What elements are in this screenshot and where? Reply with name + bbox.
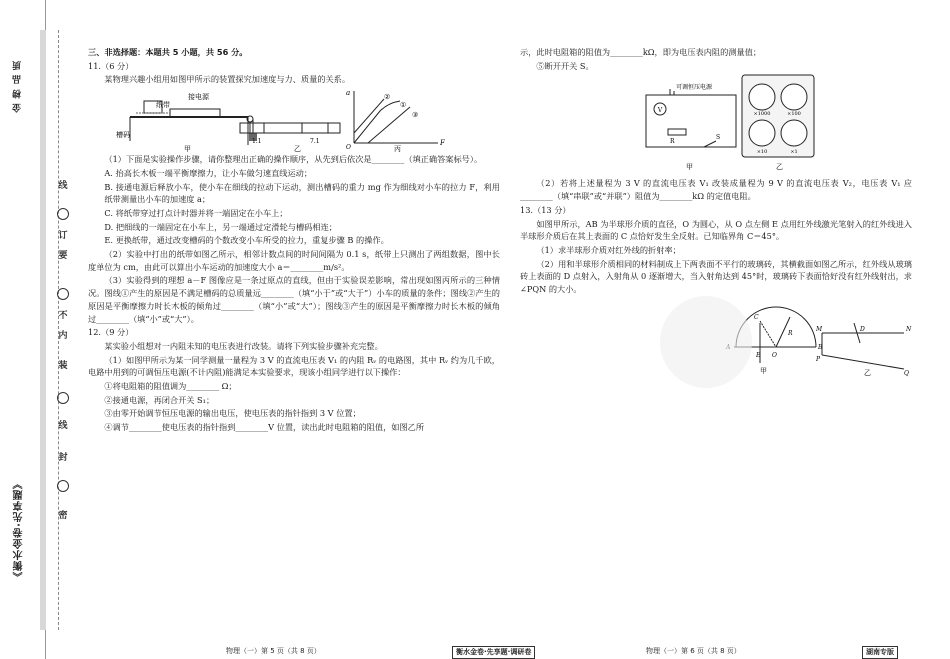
axis-F-label: F	[440, 139, 445, 148]
point-P: P	[816, 355, 821, 363]
q12-figures	[520, 73, 912, 177]
series-title-label: 《衡水金卷·先享题》	[14, 478, 25, 582]
dial-1: ×1	[790, 149, 798, 156]
radius-R: R	[788, 329, 793, 337]
q11-part2: （2）实验中打出的纸带如图乙所示，相邻计数点间的时间间隔为 0.1 s，纸带上只测出了两组数据，图中长度单位为 cm，由此可以算出小车运动的加速度大小 a＝________m/s²。	[88, 249, 500, 272]
dial-1000: ×1000	[753, 111, 771, 118]
section-heading: 三、非选择题：本题共 5 小题，共 56 分。	[88, 47, 248, 57]
q13-intro: 如图甲所示，AB 为半球形介质的直径，O 为圆心，从 O 点左侧 E 点用红外线激光笔射入的红外线进入半球形介质后在其上表面的 C 点恰好发生全反射。已知临界角 C＝45°。	[520, 218, 912, 242]
curve-label-3: ③	[412, 111, 419, 120]
tape-s1: 1.1	[252, 138, 262, 146]
option-b: B. 接通电源后释放小车，使小车在细线的拉动下运动，测出槽码的重力 mg 作为细线对小车的拉力 F，利用纸带测量出小车的加速度 a；	[104, 181, 500, 205]
bind-char: 订	[58, 231, 68, 241]
footer-page-6: 物理（一）第 6 页（共 8 页）	[646, 647, 741, 655]
axis-a-label: a	[346, 89, 351, 98]
q13-part1: （1）求半球形介质对红外线的折射率；	[536, 244, 681, 255]
bind-char: 线	[58, 421, 68, 431]
point-M: M	[816, 325, 823, 333]
bind-char: 线	[58, 181, 68, 191]
watermark-logo	[660, 296, 752, 388]
point-E: E	[756, 351, 761, 359]
bind-char: 密	[58, 511, 68, 521]
trough-label: 槽码	[116, 131, 130, 140]
q12-step4-continued: 示，此时电阻箱的阻值为________kΩ，即为电压表内阻的测量值；	[520, 47, 762, 57]
bind-char: 要	[58, 251, 68, 261]
point-N: N	[906, 325, 912, 333]
option-d: D. 把细线的一端固定在小车上，另一端通过定滑轮与槽码相连；	[104, 221, 337, 232]
power-label: 接电源	[188, 93, 209, 102]
q12-figure-svg	[520, 73, 912, 177]
curve-label-1: ①	[400, 101, 407, 110]
q11-figures	[88, 87, 500, 153]
bind-circle	[57, 392, 69, 404]
tape-strip	[240, 123, 340, 133]
fig-jia-caption-2: 甲	[686, 163, 693, 172]
source-label: 可调恒压电源	[676, 84, 713, 92]
footer-series-tag: 衡水金卷·先享题·调研卷	[452, 646, 535, 659]
fig13-jia-caption: 甲	[760, 366, 767, 375]
bind-char: 不	[58, 311, 68, 321]
tape-s2: 7.1	[310, 138, 320, 146]
point-D: D	[860, 325, 865, 333]
q12-intro: 某实验小组想对一内阻未知的电压表进行改装。请将下列实验步骤补充完整。	[104, 340, 383, 351]
binding-band	[40, 30, 46, 630]
fig-bing-caption: 丙	[394, 145, 401, 154]
bind-circle	[57, 208, 69, 220]
q12-heading: 12.（9 分）	[88, 327, 134, 338]
q12-step3: ③由零开始调节恒压电源的输出电压，使电压表的指针指到 3 V 位置；	[104, 408, 361, 419]
point-B: B	[818, 343, 823, 351]
circuit-diagram	[646, 89, 736, 147]
q11-part1: （1）下面是实验操作步骤，请你整理出正确的操作顺序，从先到后依次是________（填正确答案标号）。	[104, 154, 483, 165]
fig13-yi-caption: 乙	[864, 368, 871, 377]
q12-part1: （1）如图甲所示为某一同学测量一量程为 3 V 的直流电压表 V₁ 的内阻 Rᵥ 的电路图，其中 Rᵥ 约为几千欧，电路中用到的可调恒压电源(不计内阻)能满足本实验要求，现该小组同学进行以下操作：	[88, 354, 500, 378]
option-a: A. 抬高长木板一端平衡摩擦力，让小车做匀速直线运动；	[104, 167, 313, 178]
point-C: C	[754, 313, 759, 321]
line-2	[354, 99, 384, 133]
q13-part2: （2）用和半球形介质相同的材料制成上下两表面不平行的玻璃砖，其横截面如图乙所示，红外线从玻璃砖上表面的 D 点射入，入射角从 0 逐渐增大，当入射角达到 45°时，玻璃砖下表面恰好没有红外线射出，求∠PQN 的大小。	[520, 258, 912, 295]
binding-column	[56, 180, 70, 610]
curve-label-2: ②	[384, 93, 391, 102]
q12-step1: ①将电阻箱的阻值调为________ Ω；	[104, 381, 237, 392]
point-Q: Q	[904, 369, 909, 377]
switch-label: S	[716, 134, 721, 142]
bind-char: 内	[58, 331, 68, 341]
fig-yi-caption-2: 乙	[776, 163, 783, 172]
fig-jia-apparatus	[130, 101, 257, 145]
q12-step2: ②接通电源，再闭合开关 S₁；	[104, 394, 215, 405]
bind-char: 封	[58, 453, 68, 463]
bind-char: 装	[58, 361, 68, 371]
point-O: O	[772, 351, 777, 359]
fig-jia-caption: 甲	[184, 145, 191, 154]
footer-edition-tag: 湖南专版	[862, 646, 898, 659]
q11-intro: 某物理兴趣小组用如图甲所示的装置探究加速度与力、质量的关系。	[104, 74, 351, 85]
left-column	[88, 46, 500, 435]
option-e: E. 更换纸带，通过改变槽码的个数改变小车所受的拉力，重复步骤 B 的操作。	[104, 235, 389, 246]
q11-figure-svg	[88, 87, 500, 153]
bind-circle	[57, 480, 69, 492]
footer-page-5: 物理（一）第 5 页（共 8 页）	[226, 647, 321, 655]
q11-part3: （3）实验得到的理想 a－F 图像应是一条过原点的直线，但由于实验误差影响，常出现如图丙所示的三种情况。图线①产生的原因是不满足槽码的总质量远________（填“小于”或“大于”）小车的质量的条件；图线②产生的原因是平衡摩擦力时长木板的倾角过________（填“小”或“大”）；图线③产生的原因是平衡摩擦力时长木板的倾角过________（填“小”或“大”）。	[88, 275, 500, 324]
gold-quality-label: 金 榜 品 质	[13, 60, 23, 113]
bind-circle	[57, 288, 69, 300]
q12-part2: （2）若将上述量程为 3 V 的直流电压表 V₁ 改装成量程为 9 V 的直流电压表 V₂，电压表 V₁ 应________（填“串联”或“并联”）阻值为________kΩ 的定值电阻。	[520, 178, 912, 202]
q12-step4: ④调节________使电压表的指针指到________V 位置，读出此时电阻箱的阻值，如图乙所	[104, 422, 425, 433]
dial-10: ×10	[756, 149, 768, 156]
resistor-label: R	[670, 138, 675, 146]
q13-heading: 13.（13 分）	[520, 204, 571, 215]
line-3	[368, 107, 410, 143]
q12-step5: ⑤断开开关 S。	[536, 60, 594, 71]
voltmeter-symbol: V	[657, 107, 663, 115]
q11-heading: 11.（6 分）	[88, 60, 134, 71]
fig-yi-caption: 乙	[294, 145, 301, 154]
option-c: C. 将纸带穿过打点计时器并将一端固定在小车上；	[104, 207, 288, 218]
dial-100: ×100	[787, 111, 801, 118]
tape-label: 纸带	[156, 101, 170, 110]
origin-label: O	[346, 144, 351, 152]
